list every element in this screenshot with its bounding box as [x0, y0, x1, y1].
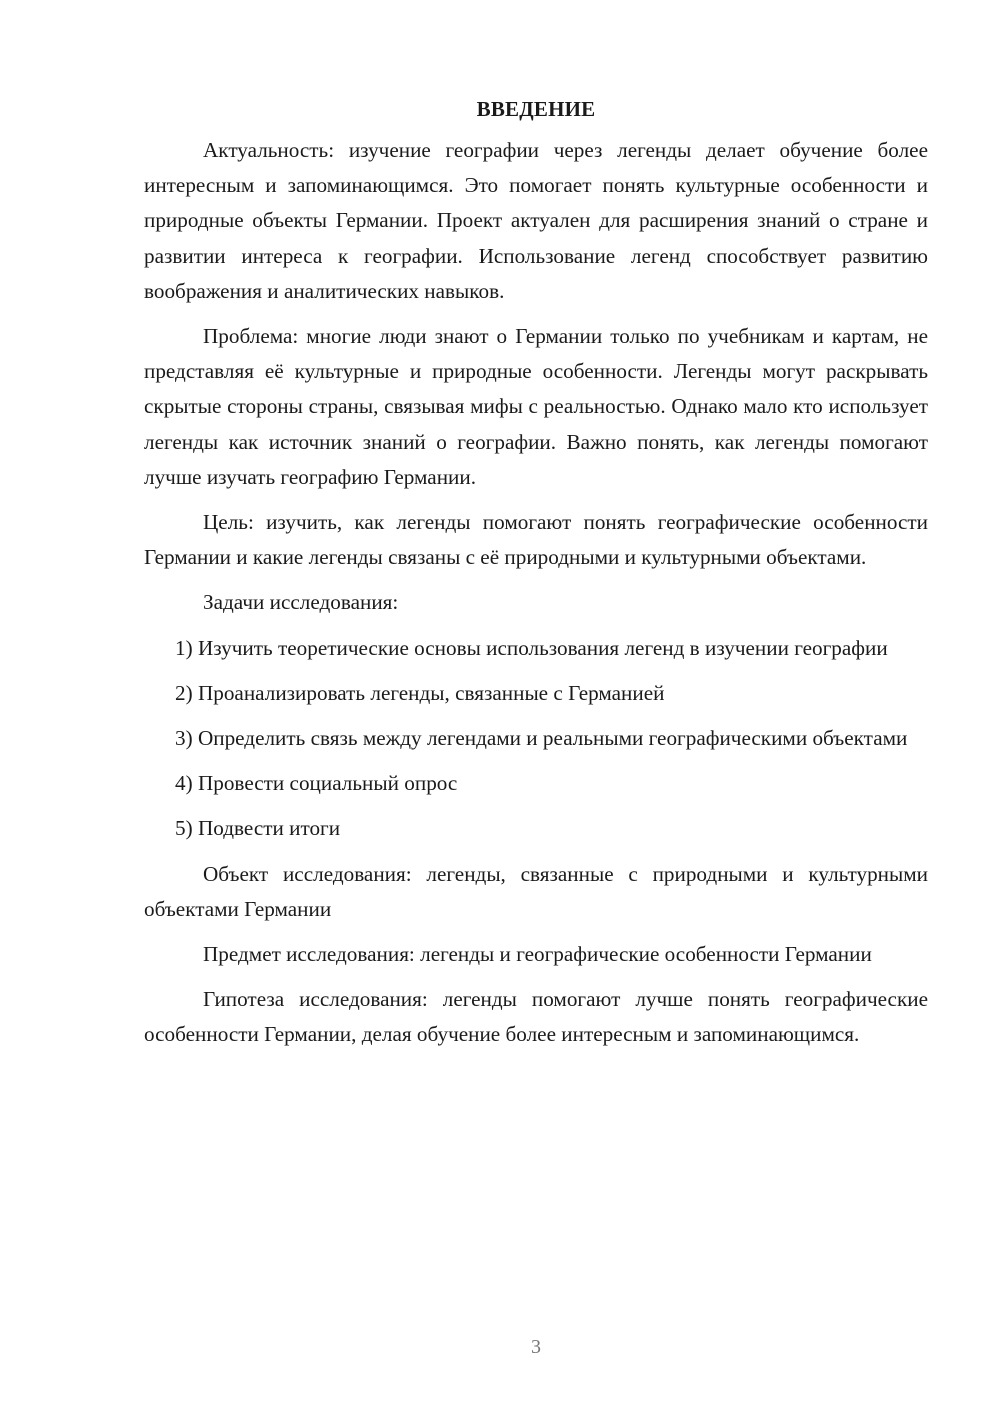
task-item-5: 5) Подвести итоги: [175, 816, 341, 841]
problem-paragraph: Проблема: многие люди знают о Германии только по учебникам и картам, не представляя её культурные и природные особенности. Легенды могут раскрывать скрытые стороны страны, связывая мифы с реальностью. Однако мало кто использует легенды как источник знаний о географии. Важно понять, как легенды помогают лучше изучать географию Германии.: [144, 324, 928, 489]
section-title: ВВЕДЕНИЕ: [476, 97, 596, 121]
task-item-2: 2) Проанализировать легенды, связанные с Германией: [175, 680, 665, 705]
subject-paragraph: Предмет исследования: легенды и географические особенности Германии: [203, 942, 872, 967]
page-number: 3: [531, 1336, 541, 1358]
task-item-4: 4) Провести социальный опрос: [175, 771, 458, 796]
tasks-heading: Задачи исследования:: [203, 590, 399, 615]
task-item-3: 3) Определить связь между легендами и реальными географическими объектами: [175, 726, 908, 751]
goal-paragraph: Цель: изучить, как легенды помогают понять географические особенности Германии и какие легенды связаны с её природными и культурными объектами.: [144, 510, 928, 570]
object-paragraph: Объект исследования: легенды, связанные с природными и культурными объектами Германии: [144, 861, 928, 921]
hypothesis-paragraph: Гипотеза исследования: легенды помогают лучше понять географические особенности Германии, делая обучение более интересным и запоминающимся.: [144, 987, 928, 1047]
task-item-1: 1) Изучить теоретические основы использования легенд в изучении географии: [175, 635, 888, 660]
relevance-paragraph: Актуальность: изучение географии через легенды делает обучение более интересным и запоминающимся. Это помогает понять культурные особенности и природные объекты Германии. Проект актуален для расширения знаний о стране и развитии интереса к географии. Использование легенд способствует развитию воображения и аналитических навыков.: [144, 138, 928, 303]
page-content: [144, 92, 928, 1063]
